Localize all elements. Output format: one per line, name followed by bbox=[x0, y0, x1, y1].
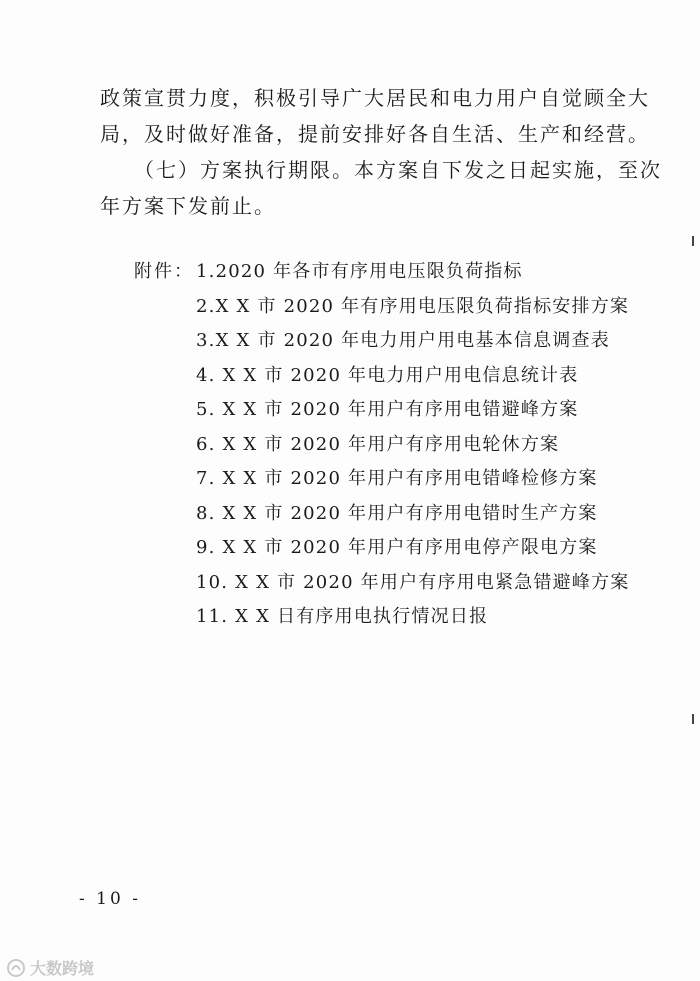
watermark-text: 大数跨境 bbox=[30, 959, 95, 978]
attachment-item: 3.X X 市 2020 年电力用户用电基本信息调查表 bbox=[196, 330, 610, 351]
body-text-line: 局，及时做好准备，提前安排好各自生活、生产和经营。 bbox=[100, 122, 650, 146]
attachment-item: 1.2020 年各市有序用电压限负荷指标 bbox=[196, 261, 523, 282]
body-text-line: 年方案下发前止。 bbox=[100, 194, 276, 218]
attachment-item: 4. X X 市 2020 年电力用户用电信息统计表 bbox=[196, 364, 579, 386]
attachments-list bbox=[196, 260, 629, 640]
attachment-item: 10. X X 市 2020 年用户有序用电紧急错避峰方案 bbox=[196, 571, 630, 593]
attachment-item: 7. X X 市 2020 年用户有序用电错峰检修方案 bbox=[196, 468, 598, 489]
attachment-item: 2.X X 市 2020 年有序用电压限负荷指标安排方案 bbox=[196, 295, 630, 317]
body-text-line: 政策宣贯力度，积极引导广大居民和电力用户自觉顾全大 bbox=[100, 86, 650, 110]
scan-edge-mark bbox=[692, 236, 694, 246]
scan-edge-mark bbox=[692, 714, 694, 724]
attachment-item: 11. X X 日有序用电执行情况日报 bbox=[196, 606, 489, 627]
attachment-item: 6. X X 市 2020 年用户有序用电轮休方案 bbox=[196, 433, 560, 455]
attachment-item: 8. X X 市 2020 年用户有序用电错时生产方案 bbox=[196, 502, 598, 524]
attachment-item: 9. X X 市 2020 年用户有序用电停产限电方案 bbox=[196, 537, 598, 558]
attachment-item: 5. X X 市 2020 年用户有序用电错避峰方案 bbox=[196, 399, 579, 420]
attachments-label: 附件： bbox=[134, 261, 194, 282]
watermark-logo-icon bbox=[6, 958, 26, 978]
body-text-line: （七）方案执行期限。本方案自下发之日起实施，至次 bbox=[134, 158, 662, 182]
watermark bbox=[6, 956, 94, 979]
page-number: - 10 - bbox=[79, 889, 141, 909]
